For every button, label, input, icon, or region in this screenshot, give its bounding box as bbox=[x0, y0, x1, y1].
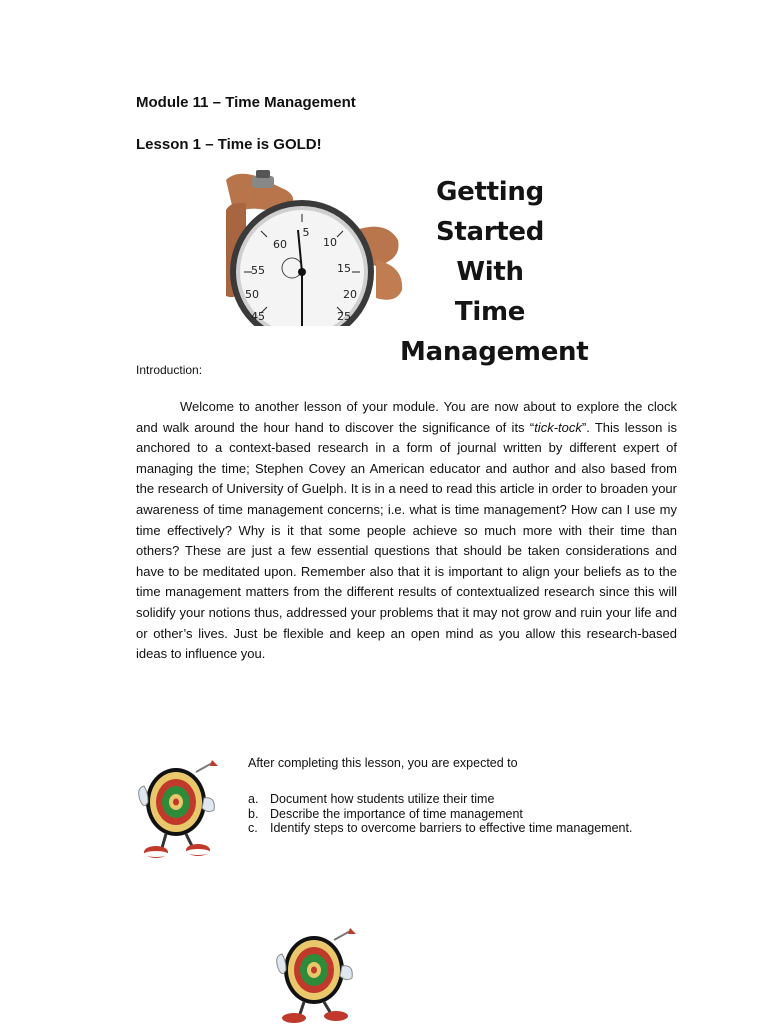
dial-number: 15 bbox=[337, 262, 351, 275]
banner-line: Getting bbox=[436, 177, 544, 207]
objectives-list bbox=[248, 792, 632, 836]
dial-number: 25 bbox=[337, 310, 351, 323]
list-marker: c. bbox=[248, 821, 258, 835]
banner-line: Management bbox=[400, 337, 589, 367]
list-marker: a. bbox=[248, 792, 259, 806]
dial-number: 45 bbox=[251, 310, 265, 323]
list-marker: b. bbox=[248, 806, 259, 821]
intro-text-rest: ”. This lesson is anchored to a context-based research in a form of journal written by different expert of managing the time; Stephen Covey an American educator and author and also based from the research of University of Guelph. It is in a need to read this article in order to broaden your awareness of time management concerns; i.e. what is time management? How can I use my time effectively? Why is it that some people achieve so much more with their time than others? These are just a few essential questions that should be taken considerations and have to be meditated upon. Remember also that it is important to align your beliefs as to the time management matters from the different results of contextualized research since this will solidify your notions thus, addressed your problems that it may not grow and ruin your life and or other’s lives. Just be flexible and keep an open mind as you allow this research-based ideas to influence you. bbox=[136, 419, 677, 662]
banner-line: Started With bbox=[435, 217, 545, 287]
list-item bbox=[248, 792, 632, 807]
list-item-text: Describe the importance of time management bbox=[270, 806, 523, 821]
dartboard-mascot-icon bbox=[136, 758, 222, 860]
dartboard-mascot-icon bbox=[272, 928, 362, 1024]
banner-line: Time bbox=[454, 297, 526, 327]
intro-text-start: Welcome to another lesson of your module. You are now about to explore the clock and walk around the hour hand to discover the significance of its “ bbox=[136, 399, 677, 435]
dial-number: 60 bbox=[273, 238, 287, 251]
module-title: Module 11 – Time Management bbox=[136, 94, 356, 111]
lesson-title: Lesson 1 – Time is GOLD! bbox=[136, 136, 322, 153]
dial-number: 55 bbox=[251, 264, 265, 277]
list-item bbox=[248, 821, 632, 836]
dial-number: 5 bbox=[302, 226, 310, 239]
objectives-intro: After completing this lesson, you are expected to bbox=[248, 756, 518, 770]
intro-italic-term: tick-tock bbox=[534, 419, 582, 435]
introduction-label: Introduction: bbox=[136, 363, 203, 377]
list-item-text: Identify steps to overcome barriers to effective time management. bbox=[270, 821, 633, 835]
dial-number: 50 bbox=[245, 288, 259, 301]
dial-number: 10 bbox=[323, 236, 337, 249]
banner-title bbox=[400, 172, 589, 372]
dial-number: 20 bbox=[343, 288, 357, 301]
list-item bbox=[248, 807, 632, 822]
introduction-paragraph bbox=[136, 397, 677, 665]
list-item-text: Document how students utilize their time bbox=[270, 792, 495, 806]
